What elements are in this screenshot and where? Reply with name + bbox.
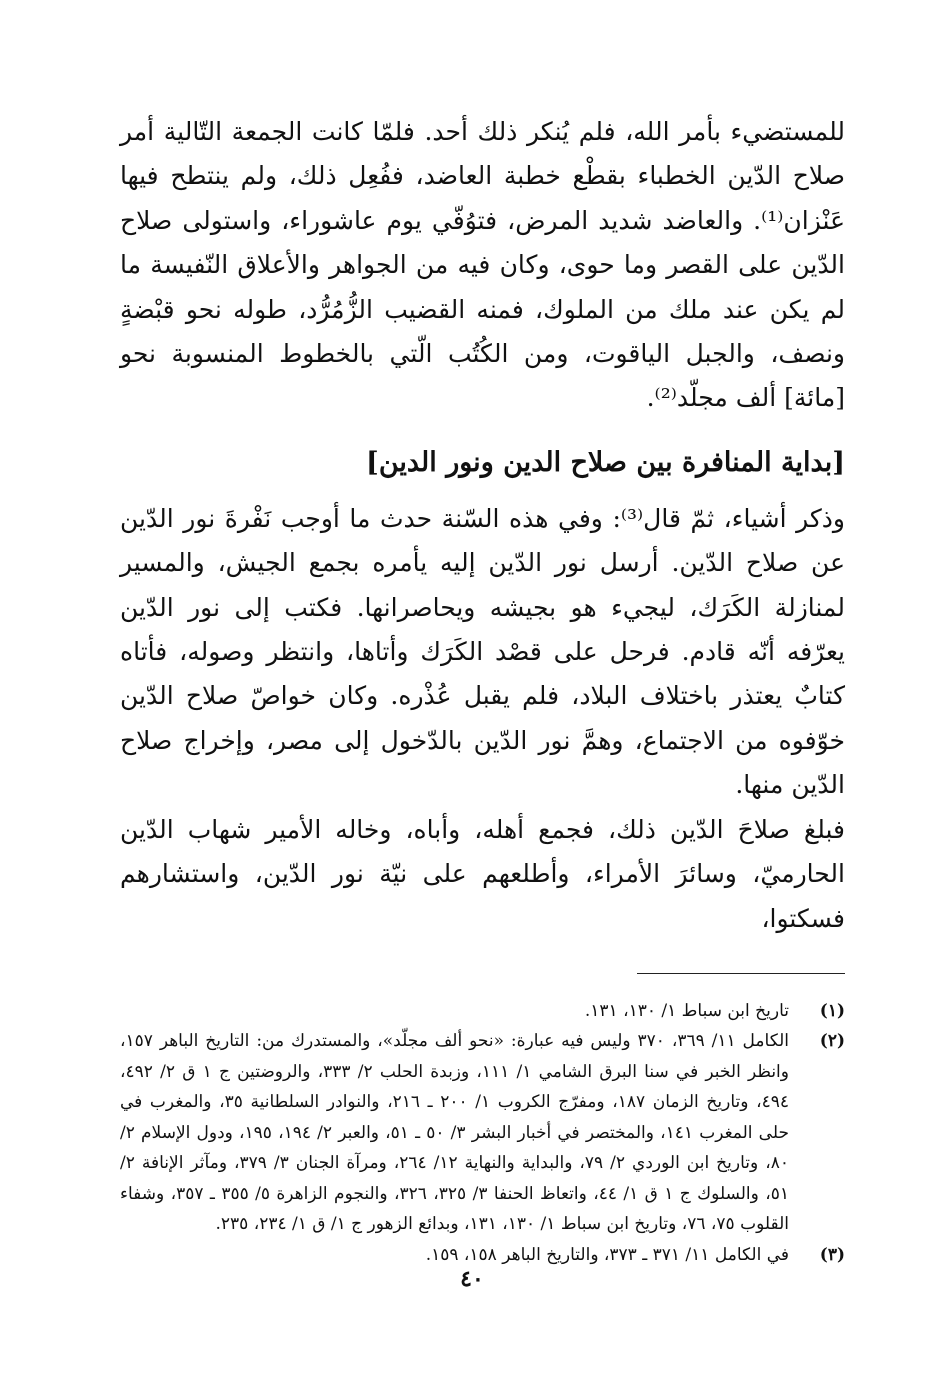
main-text [120, 110, 845, 941]
paragraph-2: وذكر أشياء، ثمّ قال⁽³⁾: وفي هذه السّنة حدث ما أوجب نَفْرةَ نور الدّين عن صلاح الدّين. أرسل نور الدّين إليه يأمره بجمع الجيش، والمسير لمنازلة الكَرَك، ليجيء هو بجيشه ويحاصرانها. فكتب إلى نور الدّين يعرّفه أنّه قادم. فرحل على قصْد الكَرَك وأتاها، وانتظر وصوله، فأتاه كتابٌ يعتذر باختلاف البلاد، فلم يقبل عُذْره. وكان خواصّ صلاح الدّين خوّفوه من الاجتماع، وهمَّ نور الدّين بالدّخول إلى مصر، وإخراج صلاح الدّين منها. [120, 503, 845, 800]
page-number: ٤٠ [460, 1266, 484, 1292]
footnote-number: (٢) [819, 1031, 845, 1052]
paragraph-1: للمستضيء بأمر الله، فلم يُنكر ذلك أحد. فلمّا كانت الجمعة التّالية أمر صلاح الدّين الخطباء بقطْع خطبة العاضد، ففُعِل ذلك، ولم ينتطح فيها عَنْزان⁽¹⁾. والعاضد شديد المرض، فتوُفّي يوم عاشوراء، واستولى صلاح الدّين على القصر وما حوى، وكان فيه من الجواهر والأعلاق النّفيسة ما لم يكن عند ملك من الملوك، فمنه القضيب الزُّمُرُّد، طوله نحو قبْضةٍ ونصف، والجبل الياقوت، ومن الكُتُب الّتي بالخطوط المنسوبة نحو [مائة] ألف مجلّد⁽²⁾. [120, 117, 845, 413]
footnote-text: تاريخ ابن سباط ١/ ١٣٠، ١٣١. [584, 1000, 789, 1021]
document-page [120, 110, 845, 1270]
footnote-text: الكامل ١١/ ٣٦٩، ٣٧٠ وليس فيه عبارة: «نحو ألف مجلّد»، والمستدرك من: التاريخ الباهر ١٥٧، وانظر الخبر في سنا البرق الشامي ١/ ١١١، وزبدة الحلب ٢/ ٣٣٣، والروضتين ج ١ ق ٢/ ٤٩٢، ٤٩٤، وتاريخ الزمان ١٨٧، ومفرّج الكروب ١/ ٢٠٠ ـ ٢١٦، والنوادر السلطانية ٣٥، والمغرب في حلى المغرب ١٤١، والمختصر في أخبار البشر ٣/ ٥٠ ـ ٥١، والعبر ٢/ ١٩٤، ١٩٥، ودول الإسلام ٢/ ٨٠، وتاريخ ابن الوردي ٢/ ٧٩، والبداية والنهاية ١٢/ ٢٦٤، ومرآة الجنان ٣/ ٣٧٩، ومآثر الإنافة ٢/ ٥١، والسلوك ج ١ ق ١/ ٤٤، واتعاظ الحنفا ٣/ ٣٢٥، ٣٢٦، والنجوم الزاهرة ٥/ ٣٥٥ ـ ٣٥٧، وشفاء القلوب ٧٥، ٧٦، وتاريخ ابن سباط ١/ ١٣٠، ١٣١، وبدائع الزهور ج ١/ ق ١/ ٢٣٤، ٢٣٥. [120, 1031, 790, 1235]
section-heading: [بداية المنافرة بين صلاح الدين ونور الدين] [366, 446, 845, 478]
footnote-2 [120, 1026, 845, 1240]
footnote-separator [637, 973, 845, 974]
footnote-number: (١) [819, 1000, 845, 1021]
footnote-number: (٣) [819, 1244, 845, 1265]
footnote-1 [120, 996, 845, 1027]
footnotes [120, 996, 845, 1271]
footnote-text: في الكامل ١١/ ٣٧١ ـ ٣٧٣، والتاريخ الباهر ١٥٨، ١٥٩. [425, 1244, 789, 1265]
paragraph-3: فبلغ صلاحَ الدّين ذلك، فجمع أهله، وأباه، وخاله الأمير شهاب الدّين الحارميّ، وسائرَ الأمراء، وأطلعهم على نيّة نور الدّين، واستشارهم فسكتوا، [120, 814, 845, 933]
